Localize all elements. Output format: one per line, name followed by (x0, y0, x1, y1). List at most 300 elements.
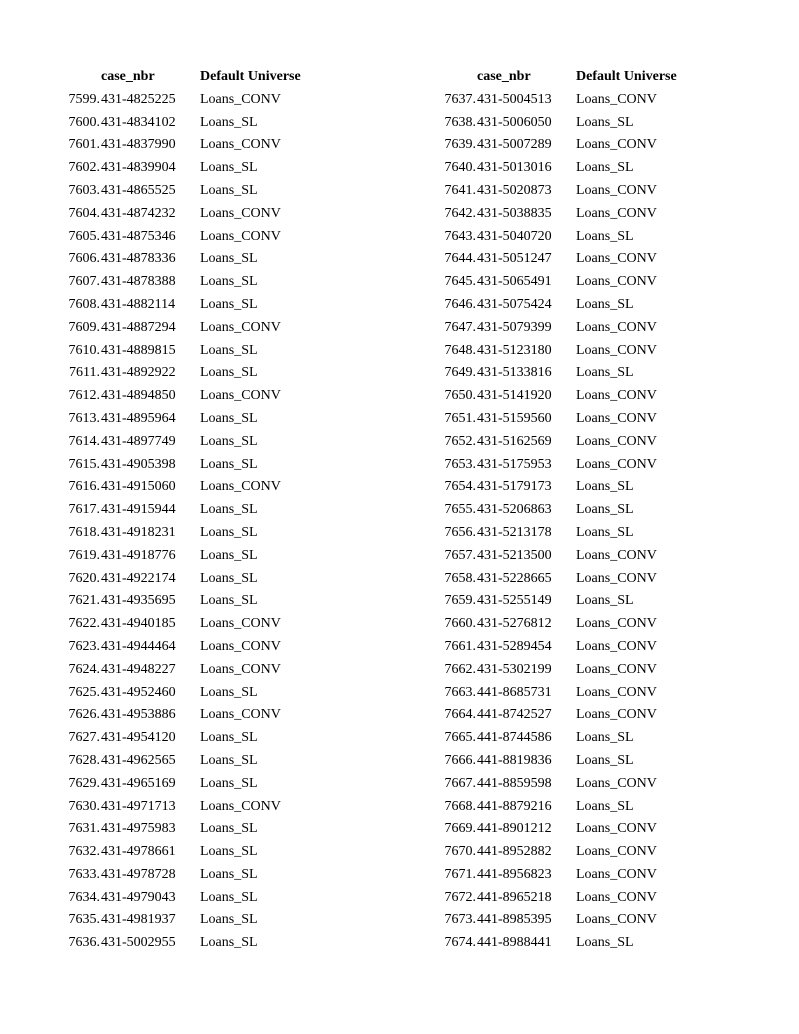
default-universe-cell: Loans_CONV (576, 821, 657, 837)
row-number: 7622. (68, 616, 100, 632)
default-universe-cell: Loans_SL (200, 182, 258, 198)
case-nbr-cell: 431-5255149 (477, 593, 552, 609)
case-nbr-cell: 431-4825225 (101, 91, 176, 107)
row-number: 7599. (68, 91, 100, 107)
case-nbr-cell: 431-4894850 (101, 388, 176, 404)
default-universe-cell: Loans_CONV (576, 456, 657, 472)
default-universe-cell: Loans_SL (200, 889, 258, 905)
row-number: 7646. (444, 296, 476, 312)
table-row (416, 659, 726, 682)
default-universe-cell: Loans_SL (576, 365, 634, 381)
default-universe-cell: Loans_CONV (576, 889, 657, 905)
default-universe-cell: Loans_CONV (576, 137, 657, 153)
case-nbr-cell: 431-4874232 (101, 205, 176, 221)
default-universe-cell: Loans_SL (200, 502, 258, 518)
default-universe-cell: Loans_CONV (576, 661, 657, 677)
case-nbr-cell: 431-5002955 (101, 935, 176, 951)
row-number: 7633. (68, 866, 100, 882)
row-number: 7614. (68, 433, 100, 449)
table-row (416, 887, 726, 910)
row-number: 7632. (68, 844, 100, 860)
table-row (416, 773, 726, 796)
row-number: 7635. (68, 912, 100, 928)
case-nbr-cell: 431-4905398 (101, 456, 176, 472)
table-row (416, 112, 726, 135)
table-row (40, 112, 350, 135)
case-nbr-cell: 431-4935695 (101, 593, 176, 609)
default-universe-cell: Loans_CONV (200, 319, 281, 335)
table-row (40, 818, 350, 841)
row-number: 7661. (444, 638, 476, 654)
table-row (40, 180, 350, 203)
default-universe-cell: Loans_SL (576, 524, 634, 540)
row-number: 7673. (444, 912, 476, 928)
case-nbr-cell: 431-5051247 (477, 251, 552, 267)
table-row (416, 590, 726, 613)
table-row (416, 431, 726, 454)
default-universe-cell: Loans_SL (200, 593, 258, 609)
default-universe-cell: Loans_SL (200, 730, 258, 746)
table-row (416, 476, 726, 499)
case-nbr-cell: 431-4922174 (101, 570, 176, 586)
table-row (416, 203, 726, 226)
table-row (416, 226, 726, 249)
table-row (40, 682, 350, 705)
table-row (40, 134, 350, 157)
row-number: 7612. (68, 388, 100, 404)
row-number: 7642. (444, 205, 476, 221)
row-number: 7611. (69, 365, 100, 381)
case-nbr-cell: 431-4979043 (101, 889, 176, 905)
row-number: 7653. (444, 456, 476, 472)
table-row (416, 613, 726, 636)
case-nbr-cell: 431-4948227 (101, 661, 176, 677)
case-nbr-cell: 431-5179173 (477, 479, 552, 495)
case-nbr-cell: 431-4981937 (101, 912, 176, 928)
row-number: 7654. (444, 479, 476, 495)
row-number: 7628. (68, 752, 100, 768)
row-number: 7674. (444, 935, 476, 951)
row-number: 7615. (68, 456, 100, 472)
row-number: 7606. (68, 251, 100, 267)
default-universe-cell: Loans_SL (200, 570, 258, 586)
row-number: 7671. (444, 866, 476, 882)
default-universe-cell: Loans_SL (576, 752, 634, 768)
row-number: 7668. (444, 798, 476, 814)
case-nbr-cell: 431-4953886 (101, 707, 176, 723)
table-row (40, 545, 350, 568)
case-nbr-cell: 431-5004513 (477, 91, 552, 107)
default-universe-cell: Loans_CONV (200, 798, 281, 814)
table-row (40, 613, 350, 636)
row-number: 7649. (444, 365, 476, 381)
row-number: 7625. (68, 684, 100, 700)
row-number: 7605. (68, 228, 100, 244)
case-nbr-cell: 431-5040720 (477, 228, 552, 244)
table-row (40, 887, 350, 910)
case-nbr-cell: 441-8819836 (477, 752, 552, 768)
default-universe-cell: Loans_CONV (200, 205, 281, 221)
row-number: 7639. (444, 137, 476, 153)
case-nbr-cell: 431-4954120 (101, 730, 176, 746)
default-universe-cell: Loans_SL (576, 479, 634, 495)
table-row (40, 226, 350, 249)
row-number: 7656. (444, 524, 476, 540)
case-nbr-cell: 441-8744586 (477, 730, 552, 746)
table-row (40, 750, 350, 773)
default-universe-cell: Loans_CONV (576, 433, 657, 449)
row-number: 7608. (68, 296, 100, 312)
table-header-row (416, 66, 726, 89)
table-row (416, 180, 726, 203)
default-universe-cell: Loans_SL (576, 593, 634, 609)
case-nbr-header: case_nbr (101, 69, 155, 84)
case-nbr-cell: 431-5123180 (477, 342, 552, 358)
default-universe-cell: Loans_CONV (576, 570, 657, 586)
row-number: 7669. (444, 821, 476, 837)
table-row (40, 568, 350, 591)
row-number: 7643. (444, 228, 476, 244)
case-nbr-cell: 431-4865525 (101, 182, 176, 198)
row-number: 7657. (444, 547, 476, 563)
case-nbr-cell: 431-4965169 (101, 775, 176, 791)
case-nbr-cell: 431-4918231 (101, 524, 176, 540)
row-number: 7620. (68, 570, 100, 586)
default-universe-cell: Loans_CONV (576, 707, 657, 723)
default-universe-cell: Loans_SL (200, 251, 258, 267)
default-universe-cell: Loans_SL (200, 410, 258, 426)
table-row (416, 454, 726, 477)
default-universe-cell: Loans_CONV (576, 866, 657, 882)
row-number: 7651. (444, 410, 476, 426)
row-number: 7626. (68, 707, 100, 723)
case-nbr-cell: 431-5289454 (477, 638, 552, 654)
row-number: 7617. (68, 502, 100, 518)
table-row (40, 590, 350, 613)
case-nbr-cell: 431-5065491 (477, 274, 552, 290)
case-nbr-cell: 431-4875346 (101, 228, 176, 244)
row-number: 7604. (68, 205, 100, 221)
case-nbr-cell: 431-4918776 (101, 547, 176, 563)
row-number: 7659. (444, 593, 476, 609)
row-number: 7637. (444, 91, 476, 107)
table-row (416, 134, 726, 157)
default-universe-cell: Loans_SL (200, 160, 258, 176)
default-universe-cell: Loans_CONV (200, 388, 281, 404)
row-number: 7627. (68, 730, 100, 746)
row-number: 7644. (444, 251, 476, 267)
default-universe-cell: Loans_CONV (576, 182, 657, 198)
default-universe-cell: Loans_CONV (576, 205, 657, 221)
table-row (416, 750, 726, 773)
table-row (416, 408, 726, 431)
case-nbr-cell: 431-5213500 (477, 547, 552, 563)
case-nbr-cell: 431-4839904 (101, 160, 176, 176)
row-number: 7618. (68, 524, 100, 540)
table-row (416, 704, 726, 727)
table-row (40, 522, 350, 545)
default-universe-cell: Loans_CONV (200, 479, 281, 495)
row-number: 7623. (68, 638, 100, 654)
row-number: 7650. (444, 388, 476, 404)
table-row (40, 431, 350, 454)
table-header-row (40, 66, 350, 89)
case-nbr-cell: 441-8742527 (477, 707, 552, 723)
row-number: 7610. (68, 342, 100, 358)
table-row (40, 317, 350, 340)
case-nbr-cell: 441-8879216 (477, 798, 552, 814)
row-number: 7602. (68, 160, 100, 176)
table-row (416, 636, 726, 659)
case-nbr-cell: 431-5007289 (477, 137, 552, 153)
table-row (416, 909, 726, 932)
case-nbr-cell: 431-4889815 (101, 342, 176, 358)
case-nbr-cell: 431-4895964 (101, 410, 176, 426)
case-nbr-cell: 431-5006050 (477, 114, 552, 130)
default-universe-cell: Loans_SL (576, 114, 634, 130)
case-nbr-cell: 441-8859598 (477, 775, 552, 791)
case-nbr-cell: 441-8901212 (477, 821, 552, 837)
default-universe-cell: Loans_SL (200, 524, 258, 540)
row-number: 7603. (68, 182, 100, 198)
right-table-body (416, 89, 726, 955)
case-nbr-cell: 431-4878336 (101, 251, 176, 267)
row-number: 7664. (444, 707, 476, 723)
table-row (416, 727, 726, 750)
table-row (416, 818, 726, 841)
row-number: 7658. (444, 570, 476, 586)
row-number: 7647. (444, 319, 476, 335)
case-nbr-cell: 431-5141920 (477, 388, 552, 404)
case-nbr-cell: 431-4952460 (101, 684, 176, 700)
case-nbr-cell: 431-5302199 (477, 661, 552, 677)
case-nbr-cell: 431-4892922 (101, 365, 176, 381)
default-universe-cell: Loans_SL (200, 365, 258, 381)
table-row (40, 704, 350, 727)
left-case-table (40, 66, 350, 955)
case-nbr-cell: 431-5075424 (477, 296, 552, 312)
table-row (416, 89, 726, 112)
case-nbr-cell: 431-4887294 (101, 319, 176, 335)
case-nbr-cell: 431-5228665 (477, 570, 552, 586)
default-universe-cell: Loans_SL (576, 730, 634, 746)
row-number: 7667. (444, 775, 476, 791)
case-nbr-cell: 441-8685731 (477, 684, 552, 700)
row-number: 7621. (68, 593, 100, 609)
row-number: 7607. (68, 274, 100, 290)
table-row (416, 294, 726, 317)
row-number: 7652. (444, 433, 476, 449)
case-nbr-cell: 431-4882114 (101, 296, 176, 312)
table-row (40, 89, 350, 112)
case-nbr-cell: 441-8952882 (477, 844, 552, 860)
row-number: 7638. (444, 114, 476, 130)
case-nbr-cell: 441-8985395 (477, 912, 552, 928)
row-number: 7616. (68, 479, 100, 495)
default-universe-cell: Loans_SL (200, 684, 258, 700)
table-row (416, 522, 726, 545)
default-universe-cell: Loans_CONV (200, 91, 281, 107)
row-number: 7600. (68, 114, 100, 130)
row-number: 7631. (68, 821, 100, 837)
default-universe-cell: Loans_CONV (200, 638, 281, 654)
table-row (40, 340, 350, 363)
row-number-header (416, 66, 477, 89)
default-universe-cell: Loans_CONV (200, 707, 281, 723)
row-number-header (40, 66, 101, 89)
case-nbr-cell: 431-5038835 (477, 205, 552, 221)
default-universe-header: Default Universe (576, 69, 677, 84)
default-universe-cell: Loans_SL (200, 775, 258, 791)
row-number: 7645. (444, 274, 476, 290)
row-number: 7636. (68, 935, 100, 951)
case-nbr-cell: 431-5079399 (477, 319, 552, 335)
default-universe-cell: Loans_CONV (576, 91, 657, 107)
default-universe-cell: Loans_CONV (576, 844, 657, 860)
case-nbr-cell: 431-5159560 (477, 410, 552, 426)
case-nbr-cell: 431-5133816 (477, 365, 552, 381)
row-number: 7613. (68, 410, 100, 426)
table-row (40, 385, 350, 408)
table-row (40, 864, 350, 887)
case-nbr-cell: 431-4978661 (101, 844, 176, 860)
table-row (40, 796, 350, 819)
table-row (40, 248, 350, 271)
default-universe-cell: Loans_CONV (200, 616, 281, 632)
row-number: 7601. (68, 137, 100, 153)
default-universe-cell: Loans_SL (200, 114, 258, 130)
case-nbr-cell: 441-8988441 (477, 935, 552, 951)
table-row (416, 682, 726, 705)
table-row (40, 932, 350, 955)
row-number: 7665. (444, 730, 476, 746)
case-nbr-cell: 441-8965218 (477, 889, 552, 905)
case-nbr-cell: 431-4975983 (101, 821, 176, 837)
row-number: 7666. (444, 752, 476, 768)
right-column (416, 66, 726, 955)
default-universe-cell: Loans_CONV (200, 137, 281, 153)
table-row (40, 294, 350, 317)
default-universe-cell: Loans_CONV (576, 274, 657, 290)
case-nbr-header: case_nbr (477, 69, 531, 84)
table-row (416, 157, 726, 180)
table-row (40, 476, 350, 499)
table-row (40, 271, 350, 294)
table-row (416, 499, 726, 522)
row-number: 7629. (68, 775, 100, 791)
row-number: 7630. (68, 798, 100, 814)
row-number: 7648. (444, 342, 476, 358)
default-universe-cell: Loans_SL (200, 844, 258, 860)
row-number: 7655. (444, 502, 476, 518)
default-universe-cell: Loans_CONV (200, 661, 281, 677)
table-row (416, 362, 726, 385)
default-universe-cell: Loans_SL (576, 502, 634, 518)
default-universe-cell: Loans_SL (200, 547, 258, 563)
default-universe-cell: Loans_CONV (576, 410, 657, 426)
case-nbr-cell: 431-5206863 (477, 502, 552, 518)
case-nbr-cell: 431-4915060 (101, 479, 176, 495)
table-row (40, 499, 350, 522)
case-nbr-cell: 431-5162569 (477, 433, 552, 449)
left-column (40, 66, 350, 955)
default-universe-cell: Loans_SL (576, 160, 634, 176)
table-row (416, 317, 726, 340)
default-universe-cell: Loans_CONV (576, 547, 657, 563)
case-nbr-cell: 431-5213178 (477, 524, 552, 540)
default-universe-cell: Loans_SL (576, 228, 634, 244)
table-row (40, 659, 350, 682)
case-nbr-cell: 431-4834102 (101, 114, 176, 130)
table-row (416, 796, 726, 819)
default-universe-cell: Loans_SL (200, 274, 258, 290)
default-universe-cell: Loans_CONV (576, 319, 657, 335)
case-nbr-cell: 431-4837990 (101, 137, 176, 153)
table-row (40, 636, 350, 659)
row-number: 7660. (444, 616, 476, 632)
row-number: 7662. (444, 661, 476, 677)
case-nbr-cell: 431-4971713 (101, 798, 176, 814)
default-universe-cell: Loans_CONV (576, 388, 657, 404)
default-universe-cell: Loans_CONV (576, 342, 657, 358)
case-nbr-cell: 431-4962565 (101, 752, 176, 768)
row-number: 7672. (444, 889, 476, 905)
table-row (416, 932, 726, 955)
default-universe-cell: Loans_CONV (576, 684, 657, 700)
case-nbr-cell: 431-5276812 (477, 616, 552, 632)
table-row (416, 841, 726, 864)
case-nbr-cell: 431-4878388 (101, 274, 176, 290)
row-number: 7670. (444, 844, 476, 860)
case-nbr-cell: 431-5175953 (477, 456, 552, 472)
default-universe-cell: Loans_CONV (576, 251, 657, 267)
case-nbr-cell: 431-4944464 (101, 638, 176, 654)
table-row (40, 727, 350, 750)
case-nbr-cell: 431-4940185 (101, 616, 176, 632)
default-universe-cell: Loans_SL (200, 912, 258, 928)
default-universe-cell: Loans_SL (200, 342, 258, 358)
row-number: 7663. (444, 684, 476, 700)
default-universe-cell: Loans_CONV (576, 638, 657, 654)
default-universe-cell: Loans_SL (200, 821, 258, 837)
table-row (40, 408, 350, 431)
table-row (40, 203, 350, 226)
table-row (40, 362, 350, 385)
default-universe-cell: Loans_CONV (200, 228, 281, 244)
table-row (416, 340, 726, 363)
default-universe-cell: Loans_SL (576, 935, 634, 951)
default-universe-cell: Loans_CONV (576, 912, 657, 928)
default-universe-cell: Loans_CONV (576, 616, 657, 632)
default-universe-cell: Loans_SL (200, 935, 258, 951)
row-number: 7609. (68, 319, 100, 335)
table-row (40, 841, 350, 864)
case-nbr-cell: 431-5013016 (477, 160, 552, 176)
row-number: 7640. (444, 160, 476, 176)
table-row (416, 385, 726, 408)
default-universe-cell: Loans_SL (200, 866, 258, 882)
left-table-body (40, 89, 350, 955)
table-row (40, 909, 350, 932)
table-row (416, 545, 726, 568)
row-number: 7641. (444, 182, 476, 198)
table-row (416, 248, 726, 271)
case-nbr-cell: 431-5020873 (477, 182, 552, 198)
table-row (40, 157, 350, 180)
default-universe-cell: Loans_CONV (576, 775, 657, 791)
default-universe-cell: Loans_SL (200, 752, 258, 768)
table-row (416, 271, 726, 294)
